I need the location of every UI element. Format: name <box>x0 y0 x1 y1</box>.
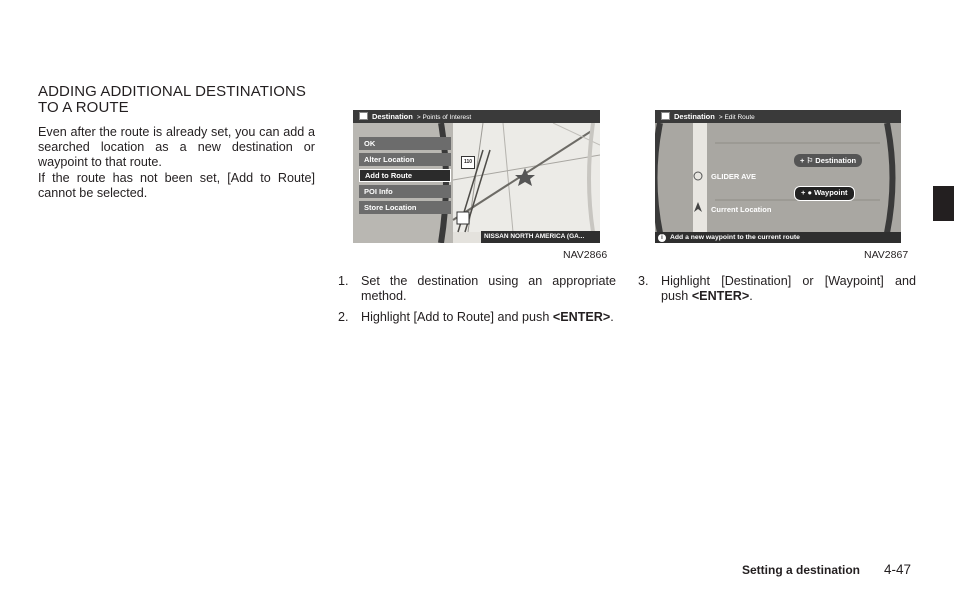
footer-page-number: 4-47 <box>884 562 912 577</box>
menu-item-poi-info[interactable]: POI Info <box>359 185 451 198</box>
intro-paragraph-2: If the route has not been set, [Add to Route] cannot be selected. <box>38 170 315 200</box>
step-2 <box>338 310 616 325</box>
info-icon: i <box>658 234 666 242</box>
road-shield: 110 <box>461 156 475 169</box>
route-background <box>655 110 901 243</box>
step-text: Highlight [Destination] or [Waypoint] and push <box>661 274 916 304</box>
menu-item-alter-location[interactable]: Alter Location <box>359 153 451 166</box>
steps-right <box>638 274 916 310</box>
nav-screen-points-of-interest <box>353 110 600 243</box>
figure-caption-nav2867: NAV2867 <box>864 249 909 261</box>
step-text: Set the destination using an appropriate method. <box>361 274 616 304</box>
steps-left <box>338 274 616 332</box>
figure-caption-nav2866: NAV2866 <box>563 249 608 261</box>
enter-key-label: <ENTER> <box>691 289 750 304</box>
menu-grid-icon <box>661 112 670 120</box>
screen-title-bar <box>655 110 901 123</box>
route-row-current-location[interactable]: Current Location <box>711 205 772 214</box>
plus-icon: + ● <box>801 188 815 197</box>
waypoint-button-label: Waypoint <box>814 188 848 197</box>
destination-button[interactable] <box>794 154 862 167</box>
plus-flag-icon: + ⚐ <box>800 156 816 165</box>
step-tail: . <box>610 310 614 325</box>
section-heading: ADDING ADDITIONAL DESTINATIONS TO A ROUTE <box>38 83 307 116</box>
menu-item-add-to-route[interactable]: Add to Route <box>359 169 451 182</box>
destination-button-label: Destination <box>815 156 857 165</box>
screen-title-bar <box>353 110 600 123</box>
menu-item-store-location[interactable]: Store Location <box>359 201 451 214</box>
status-message: Add a new waypoint to the current route <box>670 234 800 241</box>
chapter-tab-marker <box>933 186 954 221</box>
step-tail: . <box>749 289 753 304</box>
step-number: 2. <box>338 310 349 325</box>
intro-paragraph-1: Even after the route is already set, you can add a searched location as a new destination or waypoint to that route. <box>38 125 315 170</box>
intro-text <box>38 125 315 201</box>
step-1 <box>338 274 616 304</box>
route-row-glider-ave[interactable]: GLIDER AVE <box>711 172 757 181</box>
footer-section-title: Setting a destination <box>742 563 861 577</box>
step-text: Highlight [Add to Route] and push <box>361 310 553 325</box>
step-3 <box>638 274 916 304</box>
step-number: 3. <box>638 274 649 288</box>
waypoint-button[interactable] <box>794 186 855 201</box>
screen-breadcrumb: > Points of Interest <box>416 114 472 121</box>
screen-title: Destination <box>674 112 715 121</box>
screen-title: Destination <box>372 112 413 121</box>
screen-breadcrumb: > Edit Route <box>718 114 755 121</box>
menu-grid-icon <box>359 112 368 120</box>
step-number: 1. <box>338 274 349 288</box>
nav-screen-edit-route <box>655 110 901 243</box>
enter-key-label: <ENTER> <box>552 310 611 325</box>
map-location-label: NISSAN NORTH AMERICA (GA... <box>481 231 600 243</box>
status-bar <box>655 232 901 243</box>
menu-item-ok[interactable]: OK <box>359 137 451 150</box>
